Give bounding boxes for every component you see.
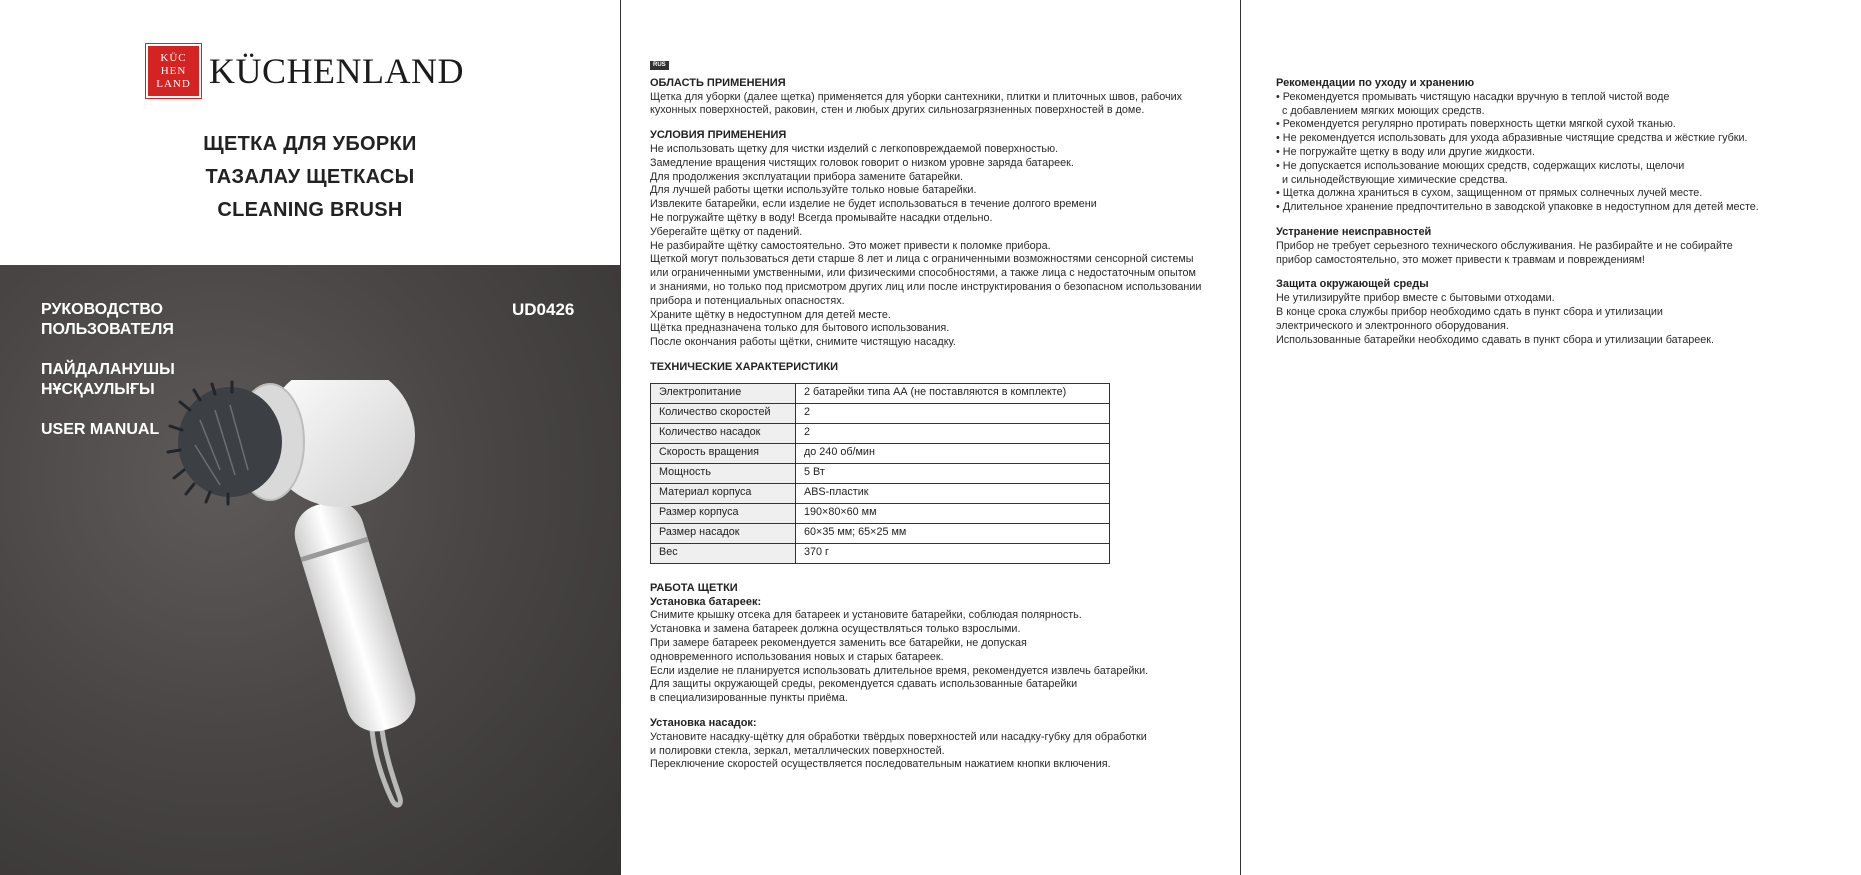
text-line: прибора и потенциальных опасностях. <box>650 294 845 307</box>
section-heading-troubleshooting: Устранение неисправностей <box>1276 225 1432 238</box>
specs-table <box>650 383 1110 564</box>
spec-value: ABS-пластик <box>796 483 1110 503</box>
text-line: одновременного использования новых и старых батареек. <box>650 650 944 663</box>
section-heading-work: РАБОТА ЩЕТКИ <box>650 581 738 594</box>
manual-label-en: USER MANUAL <box>41 421 160 438</box>
list-item-continuation: с добавлением мягких моющих средств. <box>1282 104 1485 117</box>
cleaning-brush-image <box>160 380 500 810</box>
table-row <box>651 543 1110 563</box>
section-heading-scope: ОБЛАСТЬ ПРИМЕНЕНИЯ <box>650 76 786 89</box>
logo-emblem-line: KÜC <box>160 51 187 64</box>
spec-value: 190×80×60 мм <box>796 503 1110 523</box>
list-item: • Рекомендуется промывать чистящую насадки вручную в теплой чистой воде <box>1276 90 1670 103</box>
text-line: и полировки стекла, зеркал, металлических поверхностей. <box>650 744 945 757</box>
text-line: электрического и электронного оборудования. <box>1276 319 1509 332</box>
text-line: Щеткой могут пользоваться дети старше 8 лет и лица с ограниченными возможностями сенсорной системы <box>650 253 1194 266</box>
list-item: • Длительное хранение предпочтительно в заводской упаковке в недоступном для детей месте. <box>1276 201 1759 214</box>
text-line: Не использовать щетку для чистки изделий с легкоповреждаемой поверхностью. <box>650 142 1059 155</box>
spec-value: 2 <box>796 403 1110 423</box>
spec-value: 2 батарейки типа АА (не поставляются в комплекте) <box>796 383 1110 403</box>
spec-key: Количество скоростей <box>651 403 796 423</box>
text-line: Использованные батарейки необходимо сдавать в пункт сбора и утилизации батареек. <box>1276 333 1714 346</box>
instructions-panel-1 <box>650 57 1235 772</box>
table-row <box>651 403 1110 423</box>
spec-value: 2 <box>796 423 1110 443</box>
logo-emblem-line: HEN <box>160 64 187 77</box>
cover-top <box>0 0 620 265</box>
text-line: Снимите крышку отсека для батареек и установите батарейки, соблюдая полярность. <box>650 609 1082 622</box>
list-item: • Не допускается использование моющих средств, содержащих кислоты, щелочи <box>1276 159 1685 172</box>
text-line: Переключение скоростей осуществляется последовательным нажатием кнопки включения. <box>650 758 1111 771</box>
text-line: Если изделие не планируется использовать длительное время, рекомендуется извлечь батарейки. <box>650 664 1149 677</box>
text-line: Не утилизируйте прибор вместе с бытовыми отходами. <box>1276 292 1555 305</box>
table-row <box>651 443 1110 463</box>
language-badge: RUS <box>650 61 669 70</box>
product-title-ru: ЩЕТКА ДЛЯ УБОРКИ <box>203 133 417 155</box>
spec-key: Скорость вращения <box>651 443 796 463</box>
logo-emblem <box>146 44 201 98</box>
text-line: Не погружайте щётку в воду! Всегда промывайте насадки отдельно. <box>650 211 993 224</box>
text-line: в специализированные пункты приёма. <box>650 692 848 705</box>
product-title-kz: ТАЗАЛАУ ЩЕТКАСЫ <box>205 166 415 188</box>
spec-key: Вес <box>651 543 796 563</box>
manual-label-ru: РУКОВОДСТВО ПОЛЬЗОВАТЕЛЯ <box>41 301 174 338</box>
list-item: • Не погружайте щетку в воду или другие жидкости. <box>1276 145 1535 158</box>
text-line: После окончания работы щётки, снимите чистящую насадку. <box>650 336 956 349</box>
spec-value: 60×35 мм; 65×25 мм <box>796 523 1110 543</box>
product-title-en: CLEANING BRUSH <box>217 199 403 221</box>
panel-divider <box>620 0 621 875</box>
text-line: Храните щётку в недоступном для детей месте. <box>650 308 891 321</box>
text-line: Установка и замена батареек должна осуществляться только взрослыми. <box>650 623 1021 636</box>
list-item-continuation: и сильнодействующие химические средства. <box>1282 173 1508 186</box>
spec-value: до 240 об/мин <box>796 443 1110 463</box>
text-line: Прибор не требует серьезного технического обслуживания. Не разбирайте и не собирайте <box>1276 239 1733 252</box>
text-line: Для защиты окружающей среды, рекомендуется сдавать использованные батарейки <box>650 678 1078 691</box>
list-item: • Не рекомендуется использовать для ухода абразивные чистящие средства и жёсткие губки. <box>1276 132 1748 145</box>
text-line: Установите насадку-щётку для обработки твёрдых поверхностей или насадку-губку для обработки <box>650 730 1147 743</box>
instructions-panel-2 <box>1276 77 1836 347</box>
spec-key: Материал корпуса <box>651 483 796 503</box>
subheading-batteries: Установка батареек: <box>650 595 762 608</box>
table-row <box>651 423 1110 443</box>
section-heading-specs: ТЕХНИЧЕСКИЕ ХАРАКТЕРИСТИКИ <box>650 360 839 373</box>
text-line: При замере батареек рекомендуется заменить все батарейки, не допуская <box>650 636 1027 649</box>
text-line: Для продолжения эксплуатации прибора замените батарейки. <box>650 170 964 183</box>
cover-panel <box>0 0 620 875</box>
table-row <box>651 503 1110 523</box>
text-line: или ограниченными умственными, или физическими способностями, а также лица с недостаточным опытом <box>650 267 1196 280</box>
spec-key: Количество насадок <box>651 423 796 443</box>
section-heading-care: Рекомендации по уходу и хранению <box>1276 77 1475 89</box>
panel-divider <box>1240 0 1241 875</box>
spec-value: 370 г <box>796 543 1110 563</box>
text-line: Уберегайте щётку от падений. <box>650 225 803 238</box>
model-number: UD0426 <box>512 300 575 319</box>
manual-label-kz: ПАЙДАЛАНУШЫ НҰСҚАУЛЫҒЫ <box>41 361 175 398</box>
table-row <box>651 523 1110 543</box>
text-line: В конце срока службы прибор необходимо сдать в пункт сбора и утилизации <box>1276 305 1663 318</box>
spec-key: Размер корпуса <box>651 503 796 523</box>
spec-key: Электропитание <box>651 383 796 403</box>
spec-value: 5 Вт <box>796 463 1110 483</box>
text-line: Для лучшей работы щетки используйте только новые батарейки. <box>650 184 977 197</box>
logo-emblem-line: LAND <box>156 77 191 90</box>
text-line: кухонных поверхностей, раковин, стен и любых других сильнозагрязненных поверхностей в доме. <box>650 104 1145 117</box>
brand-logo <box>146 44 464 98</box>
text-line: Щётка предназначена только для бытового использования. <box>650 322 950 335</box>
text-line: прибор самостоятельно, это может привести к травмам и повреждениям! <box>1276 253 1645 266</box>
logo-wordmark: KÜCHENLAND <box>209 51 464 91</box>
table-row <box>651 463 1110 483</box>
section-heading-environment: Защита окружающей среды <box>1276 278 1429 291</box>
text-line: Замедление вращения чистящих головок говорит о низком уровне заряда батареек. <box>650 156 1074 169</box>
list-item: • Рекомендуется регулярно протирать поверхность щетки мягкой сухой тканью. <box>1276 118 1676 131</box>
text-line: и знаниями, но только под присмотром других лиц или после инструктирования о безопасном использовании <box>650 280 1202 293</box>
table-row <box>651 483 1110 503</box>
section-heading-conditions: УСЛОВИЯ ПРИМЕНЕНИЯ <box>650 129 787 142</box>
text-line: Извлеките батарейки, если изделие не будет использоваться в течение долгого времени <box>650 198 1097 211</box>
text-line: Не разбирайте щётку самостоятельно. Это может привести к поломке прибора. <box>650 239 1051 252</box>
spec-key: Мощность <box>651 463 796 483</box>
subheading-nozzles: Установка насадок: <box>650 716 757 729</box>
text-line: Щетка для уборки (далее щетка) применяется для уборки сантехники, плитки и плиточных швов, рабочих <box>650 90 1183 103</box>
list-item: • Щетка должна храниться в сухом, защищенном от прямых солнечных лучей месте. <box>1276 187 1703 200</box>
table-row <box>651 383 1110 403</box>
spec-key: Размер насадок <box>651 523 796 543</box>
